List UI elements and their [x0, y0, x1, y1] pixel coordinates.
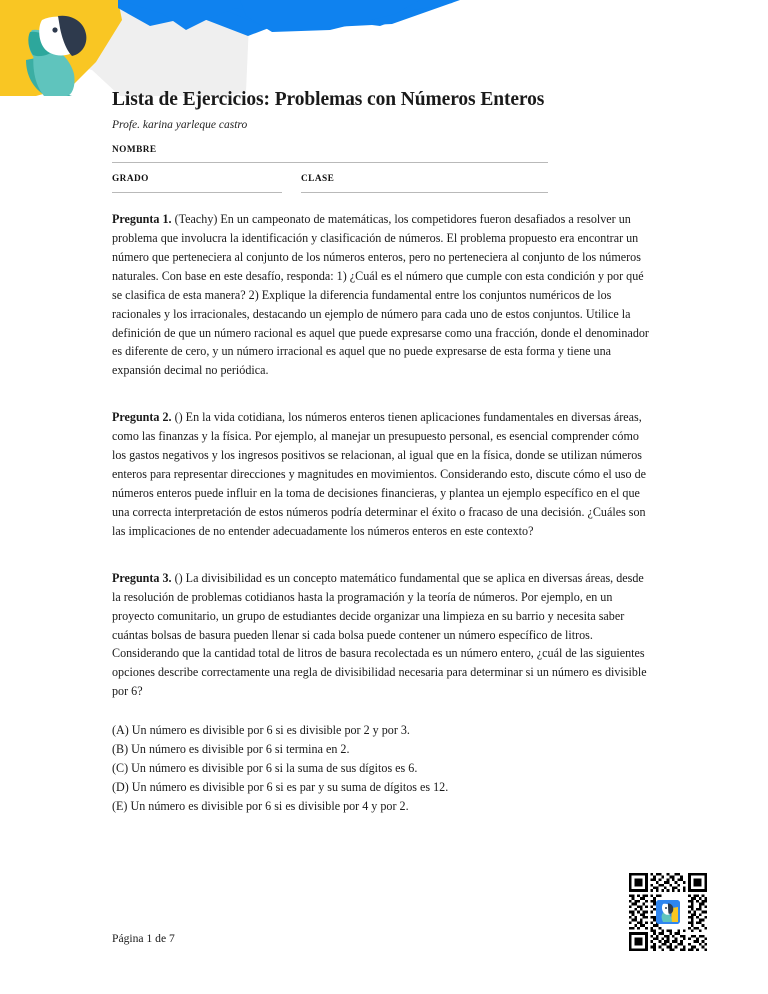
question-2 [112, 408, 655, 540]
qr-parrot-pupil [665, 907, 667, 909]
option-c[interactable]: (C) Un número es divisible por 6 si la suma de sus dígitos es 6. [112, 761, 418, 776]
clase-field[interactable] [301, 175, 548, 192]
nombre-rule [112, 162, 548, 163]
student-info-form [112, 146, 548, 193]
clase-rule [301, 192, 548, 193]
header-decoration [0, 0, 768, 96]
qr-code[interactable] [629, 873, 707, 951]
question-1-text: (Teachy) En un campeonato de matemáticas, los competidores fueron desafiados a resolver un problema que involucra la identificación y clasificación de números. El problema propuesto era encontrar un número que perteneciera al conjunto de los números enteros, pero no perteneciera al conjunto de los números naturales. Con base en este desafío, responda: 1) ¿Cuál es el número que cumple con esta condición y por qué se clasifica de esta manera? 2) Explique la diferencia fundamental entre los conjuntos numéricos de los racionales y los irracionales, destacando un ejemplo de número para cada uno de estos conjuntos. Utilice la definición de que un número racional es aquel que puede expresarse como una fracción, donde el denominador es diferente de cero, y un número irracional es aquel que no puede expresarse de esta forma y tiene una expansión decimal no periódica. [112, 212, 649, 378]
question-1 [112, 210, 655, 380]
grado-field[interactable] [112, 175, 282, 192]
column-spacer [282, 175, 301, 192]
question-2-text: () En la vida cotidiana, los números enteros tienen aplicaciones fundamentales en diversas áreas, como las finanzas y la física. Por ejemplo, al manejar un presupuesto personal, es esencial comprender cómo los gastos negativos y los ingresos positivos se relacionan, al igual que en la física, donde se utilizan números enteros para representar direcciones y magnitudes en movimientos. Considerando esto, discute cómo el uso de números enteros puede influir en la toma de decisiones financieras, y plantea un ejemplo específico en el que una correcta interpretación de estos números podría determinar el éxito o fracaso de una decisión. ¿Cuáles son las implicaciones de no entender adecuadamente los números enteros en este contexto? [112, 410, 646, 538]
question-3-label: Pregunta 3. [112, 570, 172, 585]
page-title: Lista de Ejercicios: Problemas con Números Enteros [112, 89, 545, 110]
questions-container [112, 210, 655, 816]
nombre-field[interactable] [112, 146, 548, 163]
teacher-name: Profe. karina yarleque castro [112, 119, 248, 131]
parrot-pupil [52, 27, 57, 32]
grado-rule [112, 192, 282, 193]
question-3-text: () La divisibilidad es un concepto matemático fundamental que se aplica en diversas áreas, desde la resolución de problemas cotidianos hasta la programación y la teoría de números. Por ejemplo, en un proyecto comunitario, un grupo de estudiantes decide organizar una limpieza en su barrio y necesita saber cuántas bolsas de basura pueden llenar si cada bolsa puede contener un número específico de litros. Considerando que la cantidad total de litros de basura recolectada es un número entero, ¿cuál de las siguientes opciones describe correctamente una regla de divisibilidad necesaria para determinar si un número es divisible por 6? [112, 570, 647, 699]
option-e[interactable]: (E) Un número es divisible por 6 si es divisible por 4 y por 2. [112, 798, 409, 813]
page-number: Página 1 de 7 [112, 932, 175, 945]
qr-center-logo [656, 900, 680, 924]
grado-label: GRADO [112, 174, 149, 185]
question-1-label: Pregunta 1. [112, 212, 172, 226]
answer-options [112, 721, 655, 816]
option-d[interactable]: (D) Un número es divisible por 6 si es par y su suma de dígitos es 12. [112, 779, 449, 794]
clase-label: CLASE [301, 174, 335, 185]
grado-clase-row [112, 175, 548, 192]
nombre-label: NOMBRE [112, 145, 157, 155]
option-b[interactable]: (B) Un número es divisible por 6 si termina en 2. [112, 742, 350, 757]
question-3 [112, 569, 655, 701]
question-2-label: Pregunta 2. [112, 410, 172, 425]
option-a[interactable]: (A) Un número es divisible por 6 si es divisible por 2 y por 3. [112, 723, 410, 738]
